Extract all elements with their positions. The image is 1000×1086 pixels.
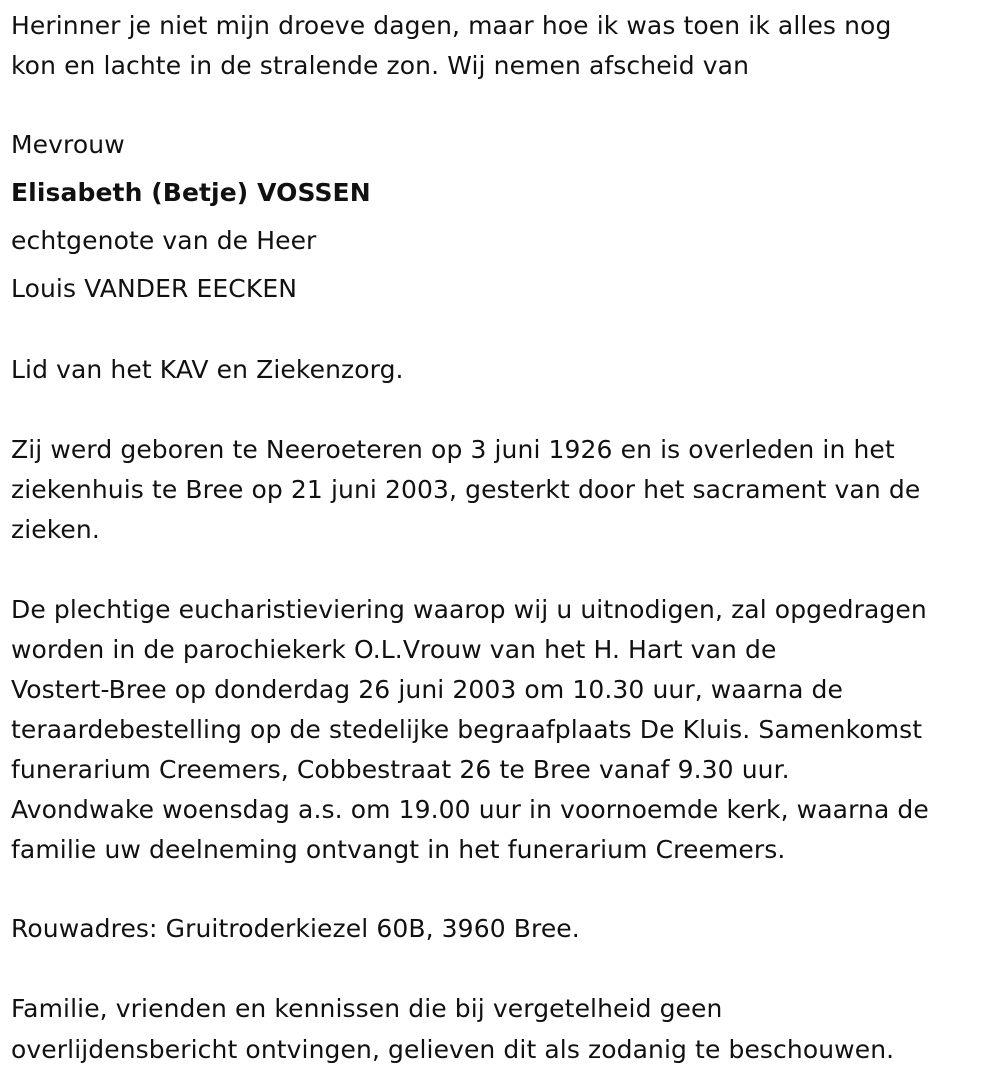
ceremony-line-7: familie uw deelneming ontvangt in het funerarium Creemers. — [11, 835, 786, 864]
ceremony-line-6: Avondwake woensdag a.s. om 19.00 uur in voornoemde kerk, waarna de — [11, 795, 929, 824]
ceremony-line-3: Vostert-Bree op donderdag 26 juni 2003 om 10.30 uur, waarna de — [11, 675, 843, 704]
ceremony-line-5: funerarium Creemers, Cobbestraat 26 te Bree vanaf 9.30 uur. — [11, 755, 790, 784]
mourning-address: Rouwadres: Gruitroderkiezel 60B, 3960 Bree. — [11, 914, 580, 943]
ceremony-line-1: De plechtige eucharistieviering waarop wij u uitnodigen, zal opgedragen — [11, 595, 927, 624]
spouse-relation: echtgenote van de Heer — [11, 226, 317, 255]
closing-line-2: overlijdensbericht ontvingen, gelieven dit als zodanig te beschouwen. — [11, 1035, 895, 1064]
membership-text: Lid van het KAV en Ziekenzorg. — [11, 355, 404, 384]
birth-death-line-3: zieken. — [11, 515, 100, 544]
birth-death-line-2: ziekenhuis te Bree op 21 juni 2003, gesterkt door het sacrament van de — [11, 475, 921, 504]
birth-death-line-1: Zij werd geboren te Neeroeteren op 3 juni 1926 en is overleden in het — [11, 435, 895, 464]
spouse-name: Louis VANDER EECKEN — [11, 274, 298, 303]
deceased-title: Mevrouw — [11, 130, 125, 159]
intro-line-1: Herinner je niet mijn droeve dagen, maar hoe ik was toen ik alles nog — [11, 11, 892, 40]
closing-line-1: Familie, vrienden en kennissen die bij vergetelheid geen — [11, 994, 723, 1023]
ceremony-line-4: teraardebestelling op de stedelijke begraafplaats De Kluis. Samenkomst — [11, 715, 923, 744]
intro-line-2: kon en lachte in de stralende zon. Wij nemen afscheid van — [11, 51, 750, 80]
ceremony-line-2: worden in de parochiekerk O.L.Vrouw van het H. Hart van de — [11, 635, 777, 664]
deceased-name: Elisabeth (Betje) VOSSEN — [11, 178, 371, 207]
